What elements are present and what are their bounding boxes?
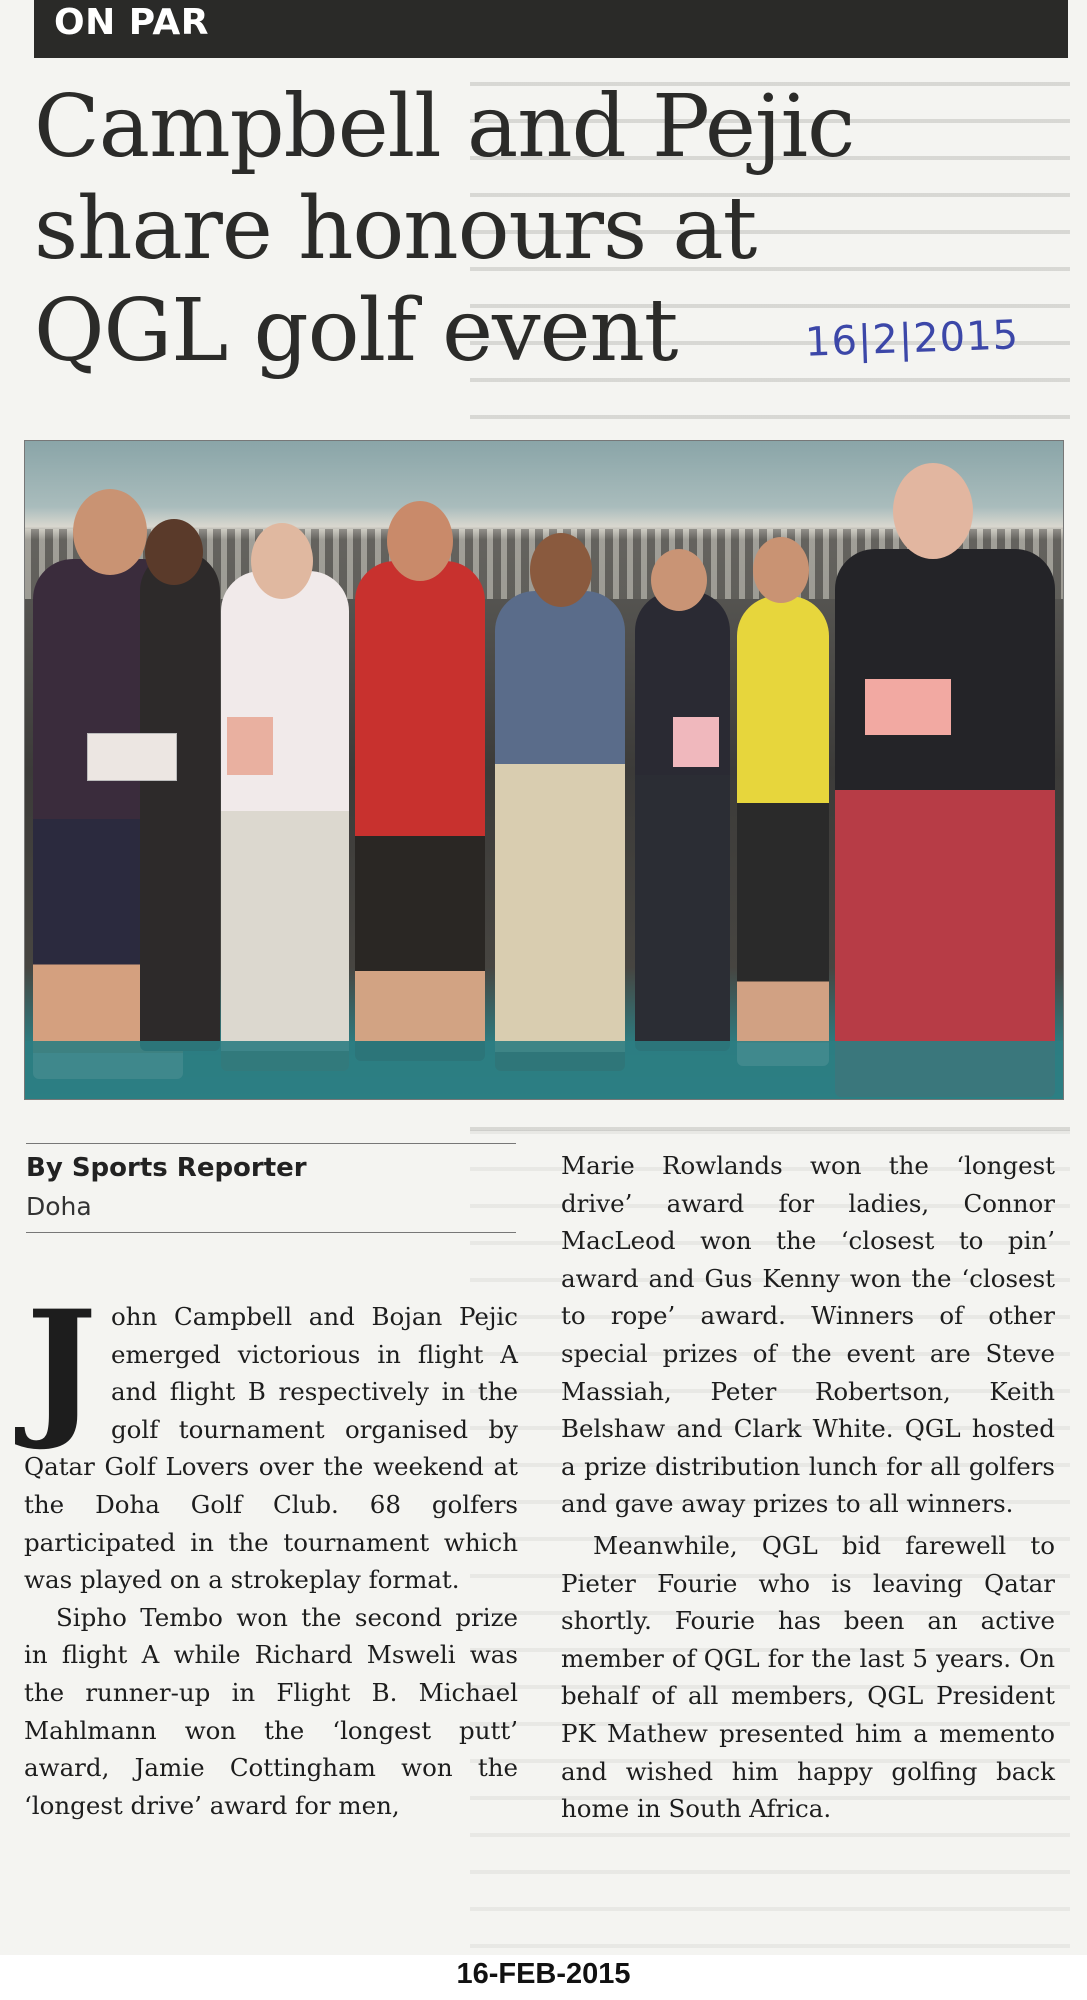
golfer-figure <box>737 596 829 1066</box>
group-photo <box>24 440 1064 1100</box>
headline-line: Campbell and Pejic <box>34 77 855 177</box>
article-column-1 <box>24 1278 518 1824</box>
headline-line: QGL golf event <box>34 281 678 381</box>
golfer-figure <box>495 591 625 1071</box>
byline: By Sports Reporter <box>26 1153 307 1183</box>
prize-box <box>87 733 177 781</box>
byline-rule-top <box>26 1143 516 1144</box>
dropcap: J <box>26 1278 97 1454</box>
golfer-head <box>145 519 203 585</box>
golfer-figure <box>635 591 730 1051</box>
golfer-figure <box>140 551 220 1051</box>
golfer-head <box>893 463 973 559</box>
golfer-head <box>73 489 147 575</box>
golfer-head <box>251 523 313 599</box>
clipping-date-stamp: 16-FEB-2015 <box>456 1958 631 1990</box>
golfer-head <box>387 501 453 581</box>
article-paragraph: Sipho Tembo won the second prize in flight A while Richard Msweli was the runner-up in Flight B. Michael Mahlmann won the ‘longest putt’ award, Jamie Cottingham won the ‘longest drive’ award for men, <box>24 1602 518 1820</box>
article-paragraph <box>24 1278 518 1599</box>
prize-box <box>673 717 719 767</box>
handwritten-date: 16|2|2015 <box>804 312 1020 366</box>
article-paragraph: Meanwhile, QGL bid farewell to Pieter Fourie who is leaving Qatar shortly. Fourie has been an active member of QGL for the last 5 years. On behalf of all members, QGL President PK Mathew presented him a memento and wished him happy golfing back home in South Africa. <box>561 1530 1055 1824</box>
golfer-figure <box>355 561 485 1061</box>
article-paragraph: Marie Rowlands won the ‘longest drive’ award for ladies, Connor MacLeod won the ‘closest to pin’ award and Gus Kenny won the ‘closest to rope’ award. Winners of other special prizes of the event are Steve Massiah, Peter Robertson, Keith Belshaw and Clark White. QGL hosted a prize distribution lunch for all golfers and gave away prizes to all winners. <box>561 1151 1055 1519</box>
section-header-bar <box>34 0 1068 58</box>
prize-box <box>865 679 951 735</box>
section-label: ON PAR <box>54 2 209 43</box>
dateline: Doha <box>26 1192 92 1221</box>
golfer-figure <box>835 549 1055 1097</box>
prize-box <box>227 717 273 775</box>
headline-line: share honours at <box>34 179 757 279</box>
photo-floor <box>25 1041 1063 1099</box>
paragraph-text: ohn Campbell and Bojan Pejic emerged victorious in flight A and flight B respectively in the golf tournament organised by Qatar Golf Lovers over the weekend at the Doha Golf Club. 68 golfers participated in the tournament which was played on a strokeplay format. <box>24 1302 518 1595</box>
golfer-head <box>753 537 809 603</box>
article-column-2 <box>561 1147 1055 1828</box>
golfer-head <box>651 549 707 611</box>
golfer-figure <box>221 571 349 1071</box>
byline-rule <box>26 1232 516 1233</box>
golfer-head <box>530 533 592 607</box>
